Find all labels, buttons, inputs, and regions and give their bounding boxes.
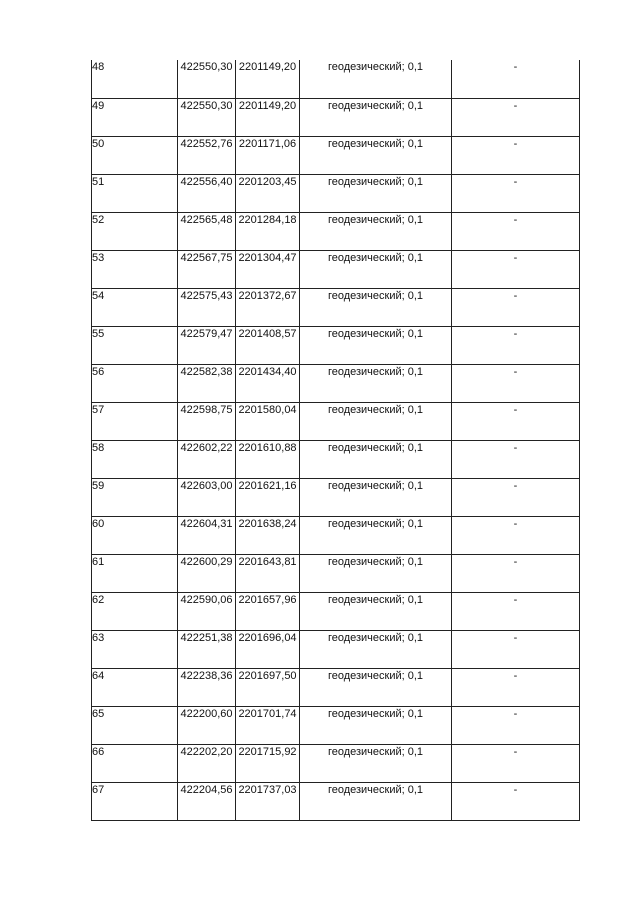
method-accuracy-cell: геодезический; 0,1: [300, 136, 452, 174]
method-accuracy-cell: геодезический; 0,1: [300, 782, 452, 820]
note-cell: -: [452, 136, 580, 174]
note-cell: -: [452, 212, 580, 250]
note-cell: -: [452, 364, 580, 402]
y-coordinate-cell: 2201696,04: [236, 630, 300, 668]
table-row: [92, 782, 580, 820]
x-coordinate-cell: 422552,76: [178, 136, 236, 174]
table-row: [92, 706, 580, 744]
table-row: [92, 440, 580, 478]
x-coordinate-cell: 422556,40: [178, 174, 236, 212]
table-row: [92, 250, 580, 288]
note-cell: -: [452, 706, 580, 744]
point-number-cell: 64: [92, 668, 178, 706]
point-number-cell: 61: [92, 554, 178, 592]
y-coordinate-cell: 2201638,24: [236, 516, 300, 554]
method-accuracy-cell: геодезический; 0,1: [300, 668, 452, 706]
x-coordinate-cell: 422598,75: [178, 402, 236, 440]
note-cell: -: [452, 98, 580, 136]
x-coordinate-cell: 422604,31: [178, 516, 236, 554]
x-coordinate-cell: 422567,75: [178, 250, 236, 288]
point-number-cell: 56: [92, 364, 178, 402]
method-accuracy-cell: геодезический; 0,1: [300, 326, 452, 364]
note-cell: -: [452, 554, 580, 592]
table-row: [92, 326, 580, 364]
method-accuracy-cell: геодезический; 0,1: [300, 440, 452, 478]
table-row: [92, 516, 580, 554]
point-number-cell: 54: [92, 288, 178, 326]
note-cell: -: [452, 60, 580, 98]
table-row: [92, 630, 580, 668]
y-coordinate-cell: 2201408,57: [236, 326, 300, 364]
x-coordinate-cell: 422600,29: [178, 554, 236, 592]
method-accuracy-cell: геодезический; 0,1: [300, 288, 452, 326]
method-accuracy-cell: геодезический; 0,1: [300, 174, 452, 212]
note-cell: -: [452, 782, 580, 820]
method-accuracy-cell: геодезический; 0,1: [300, 60, 452, 98]
y-coordinate-cell: 2201610,88: [236, 440, 300, 478]
y-coordinate-cell: 2201434,40: [236, 364, 300, 402]
method-accuracy-cell: геодезический; 0,1: [300, 744, 452, 782]
coordinates-table: [91, 60, 580, 821]
table-row: [92, 744, 580, 782]
table-row: [92, 98, 580, 136]
y-coordinate-cell: 2201580,04: [236, 402, 300, 440]
note-cell: -: [452, 744, 580, 782]
x-coordinate-cell: 422204,56: [178, 782, 236, 820]
coordinates-table-body: [92, 60, 580, 820]
point-number-cell: 63: [92, 630, 178, 668]
method-accuracy-cell: геодезический; 0,1: [300, 478, 452, 516]
point-number-cell: 62: [92, 592, 178, 630]
y-coordinate-cell: 2201621,16: [236, 478, 300, 516]
point-number-cell: 55: [92, 326, 178, 364]
note-cell: -: [452, 630, 580, 668]
y-coordinate-cell: 2201284,18: [236, 212, 300, 250]
y-coordinate-cell: 2201372,67: [236, 288, 300, 326]
x-coordinate-cell: 422603,00: [178, 478, 236, 516]
y-coordinate-cell: 2201643,81: [236, 554, 300, 592]
x-coordinate-cell: 422582,38: [178, 364, 236, 402]
table-row: [92, 212, 580, 250]
table-row: [92, 402, 580, 440]
note-cell: -: [452, 326, 580, 364]
table-row: [92, 60, 580, 98]
x-coordinate-cell: 422575,43: [178, 288, 236, 326]
point-number-cell: 57: [92, 402, 178, 440]
y-coordinate-cell: 2201149,20: [236, 98, 300, 136]
point-number-cell: 49: [92, 98, 178, 136]
x-coordinate-cell: 422200,60: [178, 706, 236, 744]
point-number-cell: 66: [92, 744, 178, 782]
point-number-cell: 59: [92, 478, 178, 516]
x-coordinate-cell: 422251,38: [178, 630, 236, 668]
x-coordinate-cell: 422238,36: [178, 668, 236, 706]
point-number-cell: 50: [92, 136, 178, 174]
note-cell: -: [452, 516, 580, 554]
note-cell: -: [452, 288, 580, 326]
table-row: [92, 592, 580, 630]
method-accuracy-cell: геодезический; 0,1: [300, 592, 452, 630]
method-accuracy-cell: геодезический; 0,1: [300, 554, 452, 592]
y-coordinate-cell: 2201657,96: [236, 592, 300, 630]
point-number-cell: 58: [92, 440, 178, 478]
note-cell: -: [452, 440, 580, 478]
table-row: [92, 288, 580, 326]
point-number-cell: 51: [92, 174, 178, 212]
table-row: [92, 136, 580, 174]
note-cell: -: [452, 592, 580, 630]
method-accuracy-cell: геодезический; 0,1: [300, 98, 452, 136]
table-row: [92, 554, 580, 592]
note-cell: -: [452, 174, 580, 212]
x-coordinate-cell: 422550,30: [178, 98, 236, 136]
y-coordinate-cell: 2201203,45: [236, 174, 300, 212]
y-coordinate-cell: 2201737,03: [236, 782, 300, 820]
note-cell: -: [452, 478, 580, 516]
point-number-cell: 67: [92, 782, 178, 820]
point-number-cell: 48: [92, 60, 178, 98]
table-row: [92, 364, 580, 402]
method-accuracy-cell: геодезический; 0,1: [300, 364, 452, 402]
point-number-cell: 65: [92, 706, 178, 744]
point-number-cell: 52: [92, 212, 178, 250]
method-accuracy-cell: геодезический; 0,1: [300, 212, 452, 250]
table-row: [92, 174, 580, 212]
y-coordinate-cell: 2201697,50: [236, 668, 300, 706]
note-cell: -: [452, 402, 580, 440]
note-cell: -: [452, 668, 580, 706]
method-accuracy-cell: геодезический; 0,1: [300, 630, 452, 668]
method-accuracy-cell: геодезический; 0,1: [300, 250, 452, 288]
table-row: [92, 478, 580, 516]
y-coordinate-cell: 2201701,74: [236, 706, 300, 744]
y-coordinate-cell: 2201149,20: [236, 60, 300, 98]
note-cell: -: [452, 250, 580, 288]
method-accuracy-cell: геодезический; 0,1: [300, 402, 452, 440]
method-accuracy-cell: геодезический; 0,1: [300, 706, 452, 744]
x-coordinate-cell: 422565,48: [178, 212, 236, 250]
x-coordinate-cell: 422202,20: [178, 744, 236, 782]
y-coordinate-cell: 2201715,92: [236, 744, 300, 782]
method-accuracy-cell: геодезический; 0,1: [300, 516, 452, 554]
x-coordinate-cell: 422602,22: [178, 440, 236, 478]
x-coordinate-cell: 422579,47: [178, 326, 236, 364]
table-row: [92, 668, 580, 706]
y-coordinate-cell: 2201171,06: [236, 136, 300, 174]
point-number-cell: 60: [92, 516, 178, 554]
x-coordinate-cell: 422550,30: [178, 60, 236, 98]
x-coordinate-cell: 422590,06: [178, 592, 236, 630]
point-number-cell: 53: [92, 250, 178, 288]
y-coordinate-cell: 2201304,47: [236, 250, 300, 288]
